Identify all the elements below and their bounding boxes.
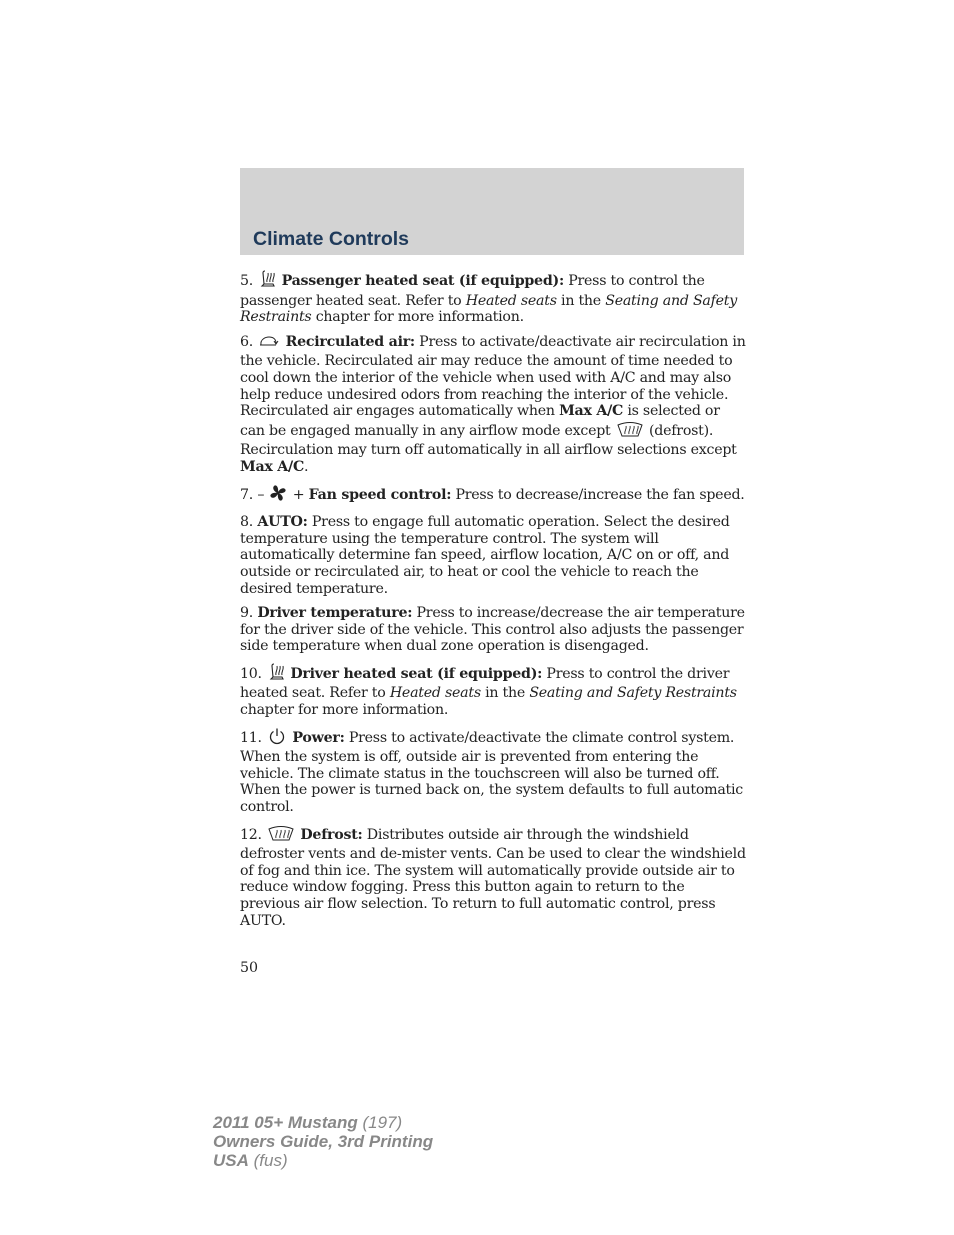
item-number: 10. — [240, 665, 262, 682]
footer-line-2: Owners Guide, 3rd Printing — [213, 1132, 434, 1151]
fan-icon — [268, 484, 288, 507]
page-number: 50 — [240, 960, 259, 976]
item-number: 12. — [240, 826, 262, 843]
item-title: Recirculated air: — [285, 333, 415, 350]
item-fan-speed-control: 7. – + Fan speed control: Press to decrease/increase the fan speed. — [240, 484, 746, 507]
item-title: Defrost: — [300, 826, 363, 843]
defrost-icon — [266, 824, 296, 847]
manual-content — [240, 270, 746, 937]
heated-seat-icon — [266, 663, 286, 686]
section-title: Climate Controls — [253, 228, 410, 250]
item-number: 11. — [240, 729, 262, 746]
plus-sign: + — [292, 486, 305, 503]
item-number: 7. — [240, 486, 254, 503]
document-footer — [213, 1113, 433, 1170]
footer-line-3: USA (fus) — [213, 1151, 288, 1170]
item-auto: 8. AUTO: Press to engage full automatic operation. Select the desired temperature using the temperature control. The system will automatically determine fan speed, airflow location, A/C on or off, and outside or recirculated air, to heat or cool the vehicle to reach the desired temperature. — [240, 514, 730, 597]
item-defrost: 12. Defrost: Distributes outside air through the windshield defroster vents and de-mister vents. Can be used to clear the windshield of fog and thin ice. The system will automatically provide outside air to reduce window fogging. Press this button again to return to the previous air flow selection. To return to full automatic control, press AUTO. — [240, 824, 746, 930]
item-recirculated-air: 6. Recirculated air: Press to activate/deactivate air recirculation in the vehicle. Recirculated air may reduce the amount of time needed to cool down the interior of the vehicle when used with A/C and may also help reduce undesired odors from reaching the interior of the vehicle. Recirculated air engages automatically when Max A/C is selected or can be engaged manually in any airflow mode except (defrost). Recirculation may turn off automatically in all airflow selections except Max A/C. — [240, 333, 746, 475]
item-title: Power: — [292, 729, 345, 746]
item-title: Driver heated seat (if equipped): — [290, 665, 543, 682]
item-number: 5. — [240, 273, 254, 289]
power-icon — [266, 727, 288, 750]
footer-line-1: 2011 05+ Mustang (197) — [213, 1113, 403, 1132]
recirculation-icon — [257, 335, 281, 354]
item-number: 6. — [240, 333, 254, 350]
item-title: Passenger heated seat (if equipped): — [281, 273, 564, 289]
minus-sign: – — [257, 486, 265, 503]
item-driver-temperature: 9. Driver temperature: Press to increase/decrease the air temperature for the driver side of the vehicle. This control also adjusts the passenger side temperature when dual zone operation is disengaged. — [240, 605, 745, 655]
item-number: 8. — [240, 514, 254, 531]
item-driver-heated-seat: 10. Driver heated seat (if equipped): Press to control the driver heated seat. Refer to Heated seats in the Seating and Safety Restraints chapter for more information. — [240, 663, 746, 719]
item-passenger-heated-seat: 5. Passenger heated seat (if equipped): Press to control the passenger heated seat. Refer to Heated seats in the Seating and Safety Restraints chapter for more information. — [240, 270, 746, 326]
item-power: 11. Power: Press to activate/deactivate the climate control system. When the system is off, outside air is prevented from entering the vehicle. The climate status in the touchscreen will also be turned off. When the power is turned back on, the system defaults to full automatic control. — [240, 727, 746, 816]
heated-seat-icon — [257, 270, 277, 293]
item-number: 9. — [240, 605, 254, 622]
section-header-band — [240, 168, 744, 255]
item-title: Fan speed control: — [308, 486, 452, 503]
defrost-icon — [615, 420, 645, 443]
item-title: Driver temperature: — [257, 605, 413, 622]
item-title: AUTO: — [257, 514, 308, 531]
